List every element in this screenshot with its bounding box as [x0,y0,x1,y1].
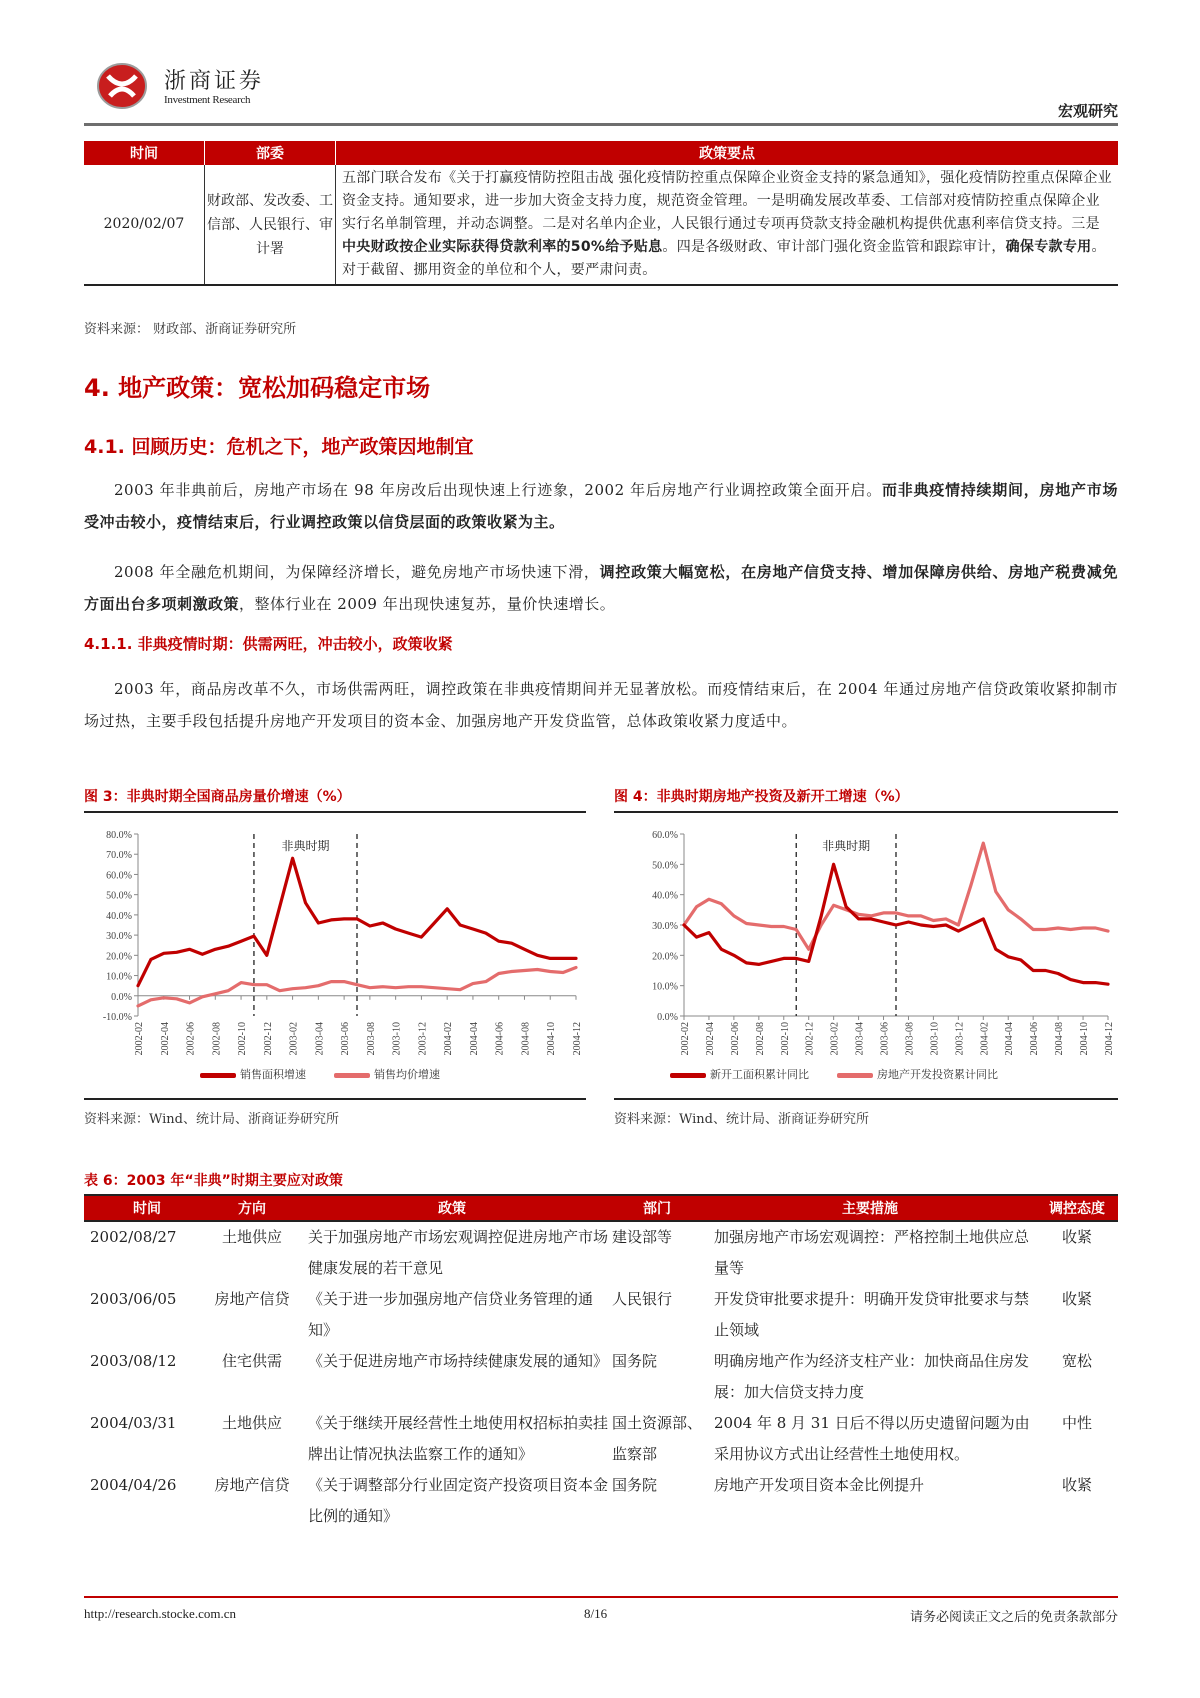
y-tick-label: 70.0% [106,850,132,862]
legend-swatch-icon [670,1073,706,1078]
x-tick-label: 2003-12 [417,1022,429,1056]
y-tick-label: 50.0% [106,890,132,902]
figure-3-chart [84,820,586,1080]
cell-attitude: 收紧 [1061,1290,1092,1308]
table-row [84,1221,1118,1284]
figure-3-legend [200,1066,440,1082]
x-tick-label: 2004-12 [1104,1022,1115,1056]
cell-dept: 国务院 [612,1352,658,1370]
y-tick-label: -10.0% [102,1012,132,1023]
col-header-dept: 部门 [610,1195,704,1221]
table-row [84,1470,1118,1532]
cell-dept: 国务院 [612,1476,658,1494]
table-row [84,165,1118,285]
col-header-date: 时间 [84,1195,210,1221]
cell-direction: 房地产信贷 [214,1290,290,1308]
cell-direction: 土地供应 [221,1228,282,1246]
x-tick-label: 2002-08 [754,1022,766,1056]
cell-date: 2003/08/12 [90,1352,177,1370]
legend-label: 房地产开发投资累计同比 [877,1068,998,1081]
x-tick-label: 2002-06 [185,1022,197,1056]
section-title: 4. 地产政策：宽松加码稳定市场 [84,374,431,402]
x-tick-label: 2002-02 [134,1022,145,1056]
period-annotation: 非典时期 [822,839,871,853]
y-tick-label: 20.0% [652,951,678,963]
col-header-policy: 政策 [294,1195,610,1221]
figure-4-bottom-rule [614,1098,1118,1100]
legend-item [334,1066,440,1082]
cell-policy: 《关于继续开展经营性土地使用权招标拍卖挂牌出让情况执法监察工作的通知》 [308,1414,609,1463]
x-tick-label: 2004-06 [494,1022,506,1056]
y-tick-label: 20.0% [106,951,132,963]
y-tick-label: 10.0% [652,981,678,993]
cell-measures: 房地产开发项目资本金比例提升 [714,1476,925,1494]
y-tick-label: 30.0% [106,931,132,943]
cell-date: 2002/08/27 [90,1228,177,1246]
x-tick-label: 2002-02 [680,1022,691,1056]
cell-points [336,165,1119,285]
figure-4-chart [614,820,1118,1080]
x-tick-label: 2003-06 [879,1022,891,1056]
x-tick-label: 2003-10 [929,1022,941,1056]
cell-policy: 《关于进一步加强房地产信贷业务管理的通知》 [308,1290,594,1339]
legend-item [200,1066,306,1082]
x-tick-label: 2003-04 [314,1022,326,1056]
period-annotation: 非典时期 [281,839,330,853]
cell-direction: 土地供应 [221,1414,282,1432]
legend-item [837,1066,998,1082]
table5-source: 资料来源： 财政部、浙商证券研究所 [84,322,297,337]
figure-3-title: 图 3：非典时期全国商品房量价增速（%） [84,789,351,805]
x-tick-label: 2003-02 [829,1022,841,1056]
cell-date: 2004/04/26 [90,1476,177,1494]
x-tick-label: 2002-08 [211,1022,223,1056]
x-tick-label: 2003-02 [288,1022,300,1056]
para-bold: 调控政策大幅宽松，在房地产信贷支持、增加保障房供给、房地产税费减免方面出台多项刺激政策 [84,563,1118,613]
col-header-attitude: 调控态度 [1036,1195,1118,1221]
x-tick-label: 2004-06 [1029,1022,1041,1056]
legend-label: 新开工面积累计同比 [710,1068,809,1081]
legend-label: 销售均价增速 [374,1068,440,1081]
para-text: 2008 年全融危机期间，为保障经济增长，避免房地产市场快速下滑， [114,563,600,581]
para-text: ，整体行业在 2009 年出现快速复苏，量价快速增长。 [239,595,616,613]
x-tick-label: 2002-12 [804,1022,816,1056]
cell-attitude: 中性 [1061,1414,1092,1432]
y-tick-label: 60.0% [652,830,678,841]
legend-swatch-icon [837,1073,873,1078]
cell-attitude: 收紧 [1061,1476,1092,1494]
col-header-direction: 方向 [210,1195,294,1221]
x-tick-label: 2003-06 [340,1022,352,1056]
y-tick-label: 40.0% [106,910,132,922]
figure-3-bottom-rule [84,1098,586,1100]
x-tick-label: 2004-04 [468,1022,480,1056]
col-header-points: 政策要点 [336,141,1119,165]
y-tick-label: 60.0% [106,870,132,882]
points-bold: 中央财政按企业实际获得贷款利率的50%给予贴息 [342,239,663,255]
col-header-date: 时间 [84,141,205,165]
cell-direction: 住宅供需 [221,1352,282,1370]
cell-attitude: 宽松 [1061,1352,1092,1370]
cell-date: 2004/03/31 [90,1414,177,1432]
cell-measures: 加强房地产市场宏观调控：严格控制土地供应总量等 [714,1228,1030,1277]
x-tick-label: 2003-08 [365,1022,377,1056]
figure-4-source: 资料来源：Wind、统计局、浙商证券研究所 [614,1112,869,1127]
legend-swatch-icon [334,1073,370,1078]
y-tick-label: 40.0% [652,890,678,902]
x-tick-label: 2002-04 [159,1022,171,1056]
paragraph-2 [84,556,1118,620]
y-tick-label: 80.0% [106,830,132,841]
x-tick-label: 2002-10 [779,1022,791,1056]
header-divider [84,123,1118,126]
x-tick-label: 2004-08 [520,1022,532,1056]
x-tick-label: 2003-12 [954,1022,966,1056]
points-text: 五部门联合发布《关于打赢疫情防控阻击战 强化疫情防控重点保障企业资金支持的紧急通知》，强化疫情防控重点保障企业资金支持。通知要求，进一步加大资金支持力度，规范资金管理。一是明确发展改革委、工信部对疫情防控重点保障企业实行名单制管理，并动态调整。二是对名单内企业，人民银行通过专项再贷款支持金融机构提供优惠利率信贷支持。三是 [342,170,1112,232]
legend-swatch-icon [200,1073,236,1078]
table-row [84,1408,1118,1470]
x-tick-label: 2004-10 [1079,1022,1091,1056]
x-tick-label: 2004-02 [443,1022,455,1056]
x-tick-label: 2004-02 [979,1022,991,1056]
cell-dept: 财政部、发改委、工信部、人民银行、审计署 [205,165,336,285]
page-number: 8/16 [584,1606,608,1621]
paragraph-1 [84,474,1118,538]
para-text: 2003 年非典前后，房地产市场在 98 年房改后出现快速上行迹象，2002 年后房地产行业调控政策全面开启。 [114,481,883,499]
table-row [84,1284,1118,1346]
col-header-dept: 部委 [205,141,336,165]
figure-4-title: 图 4：非典时期房地产投资及新开工增速（%） [614,789,909,805]
figure-4-legend [670,1066,998,1082]
cell-policy: 关于加强房地产市场宏观调控促进房地产市场健康发展的若干意见 [308,1228,609,1277]
legend-label: 销售面积增速 [240,1068,306,1081]
x-tick-label: 2003-08 [904,1022,916,1056]
legend-item [670,1066,809,1082]
x-tick-label: 2004-10 [546,1022,558,1056]
points-text: 。对于截留、挪用资金的单位和个人，要严肃问责。 [342,239,1106,278]
footer-url[interactable]: http://research.stocke.com.cn [84,1606,236,1621]
y-tick-label: 0.0% [111,991,132,1003]
cell-measures: 开发贷审批要求提升：明确开发贷审批要求与禁止领域 [714,1290,1030,1339]
company-name-cn: 浙商证券 [164,69,265,94]
section-tag: 宏观研究 [1057,102,1118,120]
cell-dept: 人民银行 [612,1290,673,1308]
cell-date: 2003/06/05 [90,1290,177,1308]
points-bold: 确保专款专用 [1005,239,1092,255]
x-tick-label: 2004-12 [572,1022,583,1056]
y-tick-label: 10.0% [106,971,132,983]
series-line [138,858,576,985]
cell-date: 2020/02/07 [84,165,205,285]
cell-policy: 《关于促进房地产市场持续健康发展的通知》 [308,1352,609,1370]
policy-table-2003 [84,1194,1118,1532]
x-tick-label: 2004-04 [1004,1022,1016,1056]
policy-table-2020 [84,141,1118,286]
para-bold: 而非典疫情持续期间，房地产市场受冲击较小，疫情结束后，行业调控政策以信贷层面的政策收紧为主。 [84,481,1118,531]
y-tick-label: 50.0% [652,860,678,872]
x-tick-label: 2002-12 [262,1022,274,1056]
x-tick-label: 2003-10 [391,1022,403,1056]
cell-policy: 《关于调整部分行业固定资产投资项目资本金比例的通知》 [308,1476,609,1525]
figure-4-rule [614,811,1118,813]
figure-3-source: 资料来源：Wind、统计局、浙商证券研究所 [84,1112,339,1127]
x-tick-label: 2004-08 [1054,1022,1066,1056]
cell-dept: 国土资源部、监察部 [612,1414,703,1463]
subsection-title: 4.1. 回顾历史：危机之下，地产政策因地制宜 [84,436,474,458]
col-header-measures: 主要措施 [704,1195,1036,1221]
cell-direction: 房地产信贷 [214,1476,290,1494]
points-text: 。四是各级财政、审计部门强化资金监管和跟踪审计， [662,239,1006,255]
cell-dept: 建设部等 [612,1228,673,1246]
paragraph-3: 2003 年，商品房改革不久，市场供需两旺，调控政策在非典疫情期间并无显著放松。而疫情结束后，在 2004 年通过房地产信贷政策收紧抑制市场过热，主要手段包括提升房地产开发项目的资本金、加强房地产开发贷监管，总体政策收紧力度适中。 [84,680,1118,730]
table-6-title: 表 6：2003 年“非典”时期主要应对政策 [84,1173,343,1189]
x-tick-label: 2003-04 [854,1022,866,1056]
y-tick-label: 0.0% [657,1012,678,1023]
x-tick-label: 2002-04 [704,1022,716,1056]
cell-measures: 明确房地产作为经济支柱产业：加快商品住房发展：加大信贷支持力度 [714,1352,1030,1401]
table-row [84,1346,1118,1408]
footer-disclaimer: 请务必阅读正文之后的免责条款部分 [909,1610,1118,1625]
x-tick-label: 2002-06 [729,1022,741,1056]
company-logo-icon [88,56,158,112]
cell-measures: 2004 年 8 月 31 日后不得以历史遗留问题为由采用协议方式出让经营性土地使用权。 [714,1414,1030,1463]
figure-3-rule [84,811,586,813]
x-tick-label: 2002-10 [237,1022,249,1056]
cell-attitude: 收紧 [1061,1228,1092,1246]
company-name-en: Investment Research [164,94,251,106]
y-tick-label: 30.0% [652,921,678,932]
subsubsection-title: 4.1.1. 非典疫情时期：供需两旺，冲击较小，政策收紧 [84,635,453,653]
footer-divider [84,1596,1118,1598]
